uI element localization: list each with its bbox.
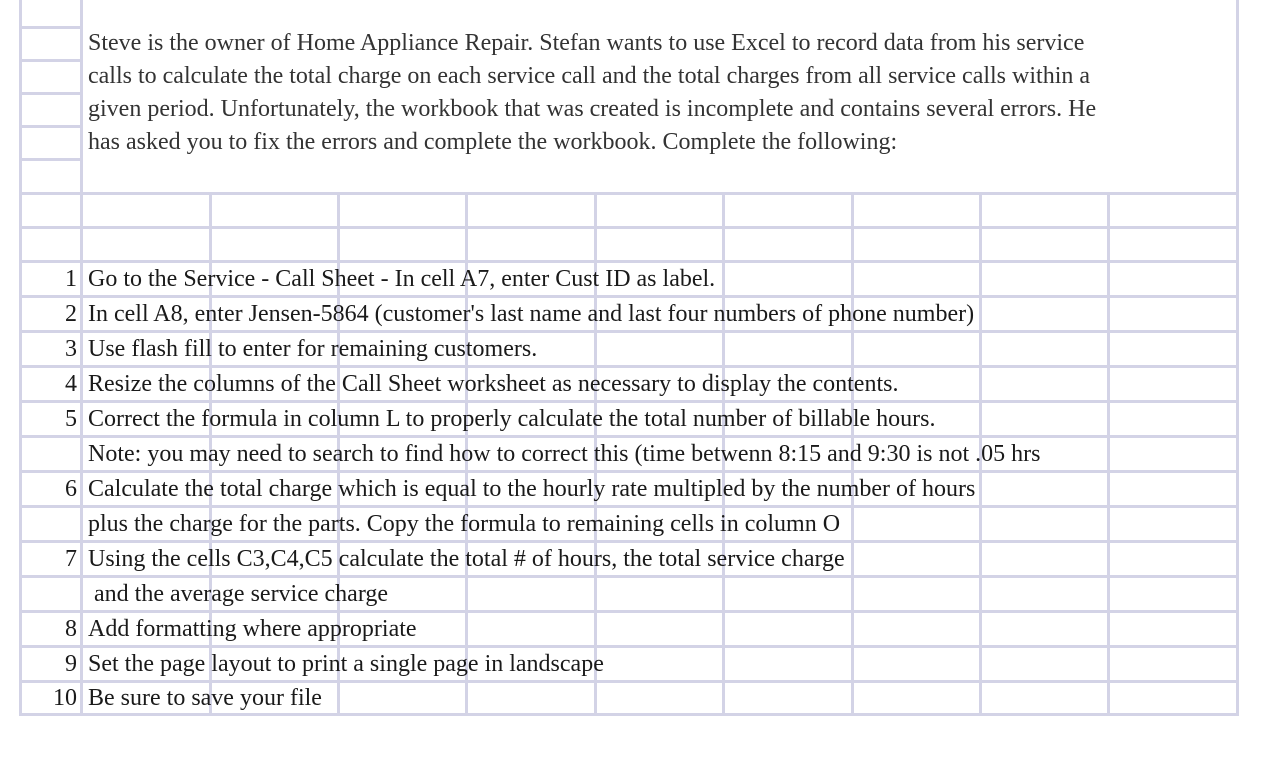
step-number: 10 [53, 685, 77, 711]
gridline [19, 260, 1239, 263]
gridline [19, 158, 81, 161]
step-text: and the average service charge [88, 581, 389, 607]
step-text: plus the charge for the parts. Copy the formula to remaining cells in column O [88, 511, 841, 537]
step-text: Set the page layout to print a single page in landscape [88, 651, 604, 677]
step-text: Resize the columns of the Call Sheet worksheet as necessary to display the contents. [88, 371, 899, 397]
step-text: Use flash fill to enter for remaining customers. [88, 336, 538, 362]
intro-line: calls to calculate the total charge on each service call and the total charges from all service calls within a [88, 63, 1091, 89]
step-number: 6 [65, 476, 77, 502]
spreadsheet-grid [19, 0, 1239, 716]
step-number: 3 [65, 336, 77, 362]
gridline [19, 435, 1239, 438]
step-number: 1 [65, 266, 77, 292]
intro-line: given period. Unfortunately, the workbook that was created is incomplete and contains several errors. He [88, 96, 1097, 122]
step-number: 2 [65, 301, 77, 327]
step-text: Go to the Service - Call Sheet - In cell A7, enter Cust ID as label. [88, 266, 716, 292]
gridline [19, 713, 1239, 716]
step-number: 9 [65, 651, 77, 677]
gridline [19, 365, 1239, 368]
step-text: In cell A8, enter Jensen-5864 (customer's last name and last four numbers of phone number) [88, 301, 975, 327]
step-text: Using the cells C3,C4,C5 calculate the total # of hours, the total service charge [88, 546, 845, 572]
gridline [19, 540, 1239, 543]
gridline [19, 295, 1239, 298]
gridline [19, 575, 1239, 578]
intro-line: has asked you to fix the errors and complete the workbook. Complete the following: [88, 129, 898, 155]
step-number: 5 [65, 406, 77, 432]
gridline [1236, 0, 1239, 716]
gridline [19, 226, 1239, 229]
gridline [19, 59, 81, 62]
intro-paragraph [88, 27, 1208, 159]
gridline [19, 505, 1239, 508]
gridline [80, 0, 83, 716]
gridline [1107, 192, 1110, 716]
step-number: 4 [65, 371, 77, 397]
gridline [19, 330, 1239, 333]
step-number: 8 [65, 616, 77, 642]
step-text: Calculate the total charge which is equal to the hourly rate multipled by the number of hours [88, 476, 976, 502]
gridline [19, 92, 81, 95]
step-number: 7 [65, 546, 77, 572]
gridline [19, 645, 1239, 648]
gridline [19, 125, 81, 128]
gridline [19, 680, 1239, 683]
gridline [19, 400, 1239, 403]
gridline [19, 610, 1239, 613]
step-text: Correct the formula in column L to properly calculate the total number of billable hours. [88, 406, 936, 432]
step-text: Add formatting where appropriate [88, 616, 417, 642]
intro-line: Steve is the owner of Home Appliance Repair. Stefan wants to use Excel to record data from his service [88, 30, 1085, 56]
gridline [19, 470, 1239, 473]
step-text: Note: you may need to search to find how to correct this (time betwenn 8:15 and 9:30 is not .05 hrs [88, 441, 1041, 467]
gridline [19, 192, 1239, 195]
step-text: Be sure to save your file [88, 685, 322, 711]
gridline [19, 26, 81, 29]
